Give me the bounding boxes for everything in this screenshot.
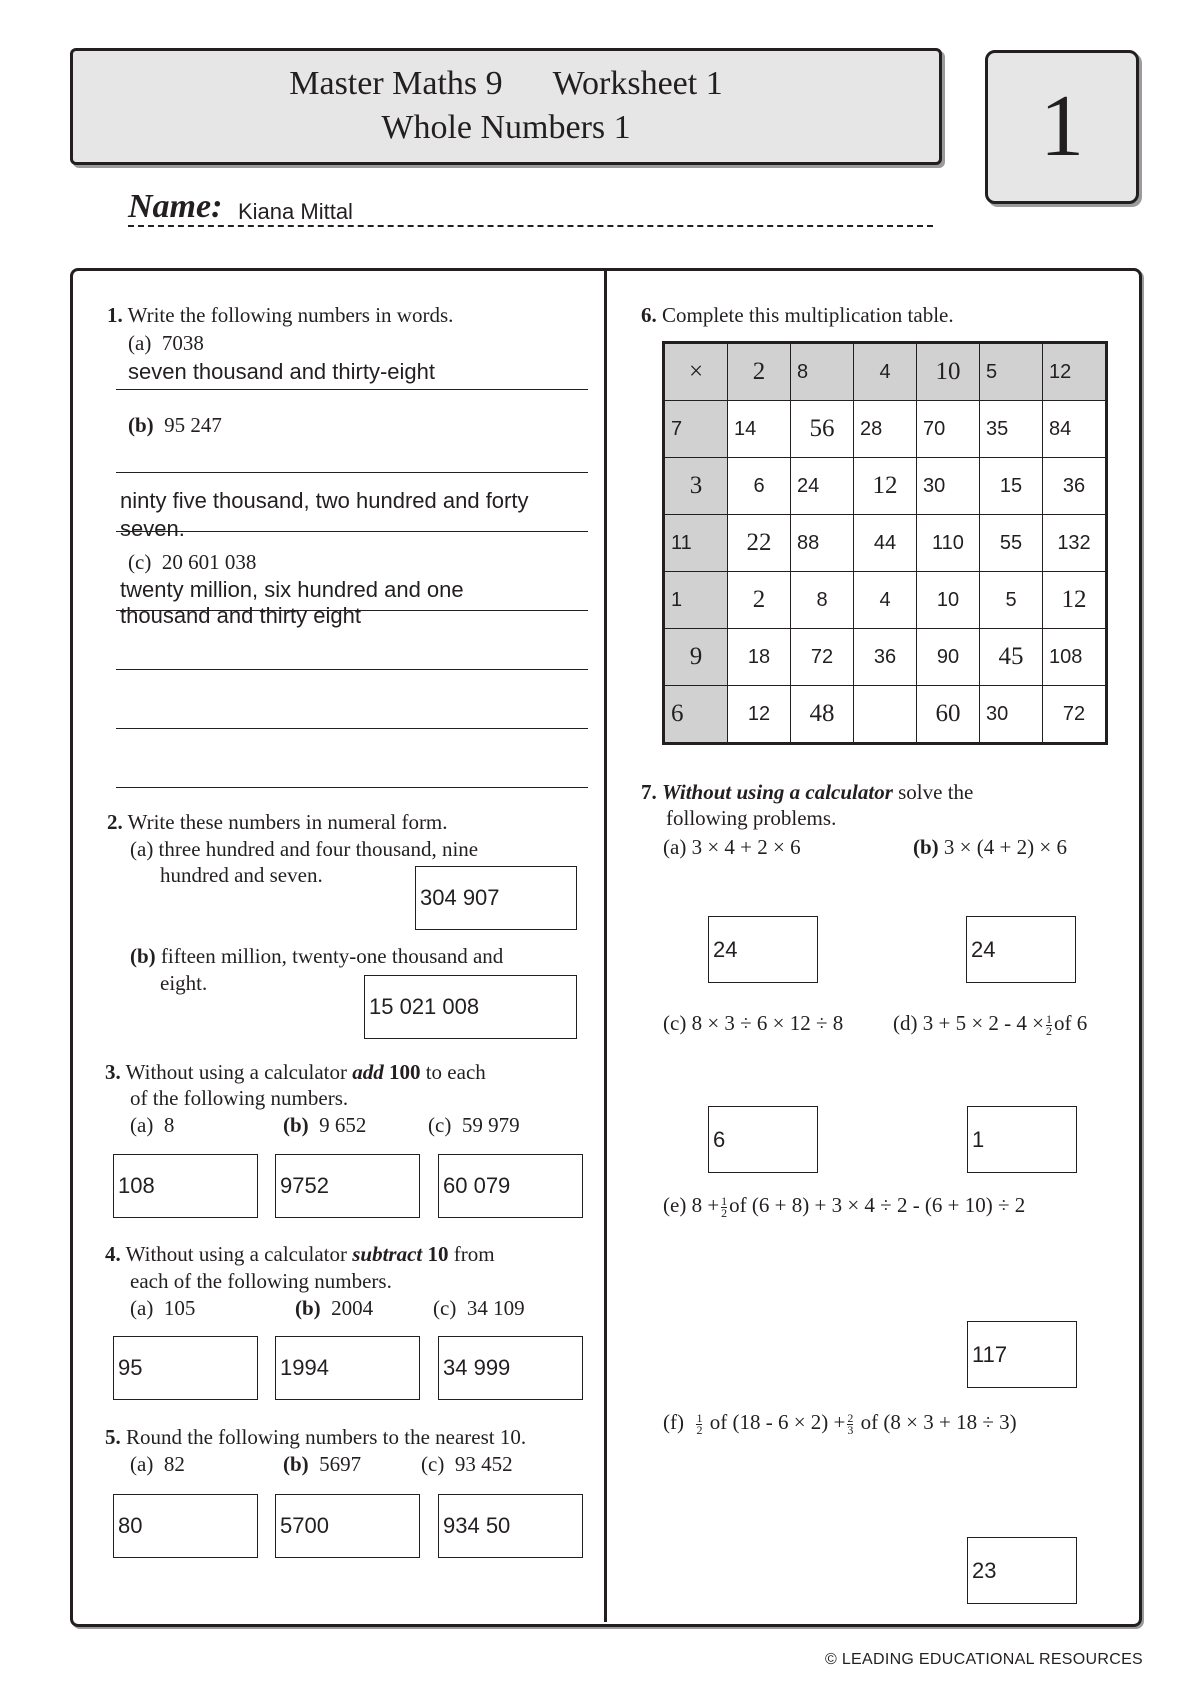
q3c-question [428, 1112, 520, 1138]
q6-prompt-text: Complete this multiplication table. [662, 303, 954, 327]
table-header-cell: 12 [1043, 343, 1107, 401]
table-cell[interactable]: 10 [917, 572, 980, 629]
q7e-fraction-numerator: 1 [721, 1193, 728, 1208]
q1b-question [128, 412, 222, 438]
table-row-header: 3 [664, 458, 728, 515]
q4-prompt-post: from [448, 1242, 495, 1266]
q5a-answer-box[interactable] [113, 1494, 258, 1558]
table-cell[interactable]: 30 [980, 686, 1043, 744]
q7f-expression-post: of (8 × 3 + 18 ÷ 3) [860, 1410, 1017, 1434]
q7b-expression: 3 × (4 + 2) × 6 [943, 835, 1067, 859]
q3-prompt-pre: Without using a calculator [125, 1060, 353, 1084]
q7b-question [913, 834, 1067, 860]
q3a-value: 8 [163, 1113, 175, 1137]
q2b-text-1 [130, 943, 503, 969]
table-cell[interactable]: 30 [917, 458, 980, 515]
multiplication-table [662, 341, 1108, 745]
q7f-fraction-1-numerator: 1 [696, 1410, 703, 1425]
q5a-label: (a) [130, 1452, 154, 1476]
q6-number: 6. [641, 303, 657, 327]
table-cell[interactable]: 12 [1043, 572, 1107, 629]
q7-prompt-em: Without using a calculator [662, 780, 893, 804]
q4c-answer-box[interactable] [438, 1336, 583, 1400]
q3-prompt-post: to each [420, 1060, 486, 1084]
q7f-fraction-2 [847, 1410, 854, 1437]
table-row-header: 6 [664, 686, 728, 744]
q7f-label: (f) [663, 1410, 684, 1434]
q2b-text-2: eight. [160, 971, 208, 995]
q1b-number: 95 247 [164, 413, 222, 437]
q5c-answer: 934 50 [443, 1513, 511, 1538]
q7f-answer-box[interactable] [967, 1537, 1077, 1604]
table-header-cell: 2 [728, 343, 791, 401]
q5-prompt [105, 1424, 526, 1450]
q7d-question [893, 1010, 1087, 1037]
q1c-label: (c) [128, 550, 152, 574]
q3a-answer-box[interactable] [113, 1154, 258, 1218]
q1b-answer-line-1 [116, 472, 588, 473]
q7d-answer-box[interactable] [967, 1106, 1077, 1173]
table-cell[interactable]: 60 [917, 686, 980, 744]
table-header-cell: 10 [917, 343, 980, 401]
q1-prompt [107, 302, 453, 328]
q7c-answer-box[interactable] [708, 1106, 818, 1173]
q5b-label: (b) [283, 1452, 309, 1476]
table-row [664, 629, 1107, 686]
table-cell[interactable]: 18 [728, 629, 791, 686]
table-cell[interactable]: 36 [1043, 458, 1107, 515]
q3-prompt-bold: 100 [383, 1060, 421, 1084]
q7-prompt [641, 779, 973, 805]
q1a-label: (a) [128, 331, 152, 355]
table-cell[interactable]: 44 [854, 515, 917, 572]
q1a-answer-line [116, 389, 588, 390]
table-row-header: 11 [664, 515, 728, 572]
q7-prompt-post: solve the [892, 780, 974, 804]
q4-prompt-line-2: each of the following numbers. [130, 1269, 392, 1293]
q7b-answer: 24 [971, 936, 996, 962]
table-cell[interactable]: 84 [1043, 401, 1107, 458]
q7-prompt-line-2: following problems. [666, 806, 837, 830]
q1c-answer-text-2[interactable]: thousand and thirty eight [120, 603, 361, 628]
q7b-answer-box[interactable] [966, 916, 1076, 983]
q3b-answer-box[interactable] [275, 1154, 420, 1218]
q4-prompt-bold: 10 [422, 1242, 449, 1266]
table-cell[interactable]: 72 [791, 629, 854, 686]
table-cell[interactable]: 108 [1043, 629, 1107, 686]
table-cell[interactable]: 8 [791, 572, 854, 629]
q1a-answer[interactable]: seven thousand and thirty-eight [128, 359, 435, 384]
table-cell[interactable]: 72 [1043, 686, 1107, 744]
q4c-value: 34 109 [466, 1296, 525, 1320]
q7e-fraction [721, 1193, 728, 1220]
table-row-header: 7 [664, 401, 728, 458]
topic-title: Whole Numbers 1 [381, 109, 631, 146]
q7f-question [663, 1409, 1017, 1436]
q1b-answer-line-text-2[interactable]: seven. [120, 516, 185, 541]
q7e-expression-pre: 8 + [691, 1193, 720, 1217]
name-label: Name: [128, 188, 223, 225]
q3-prompt-em: add [352, 1060, 384, 1084]
table-cell[interactable]: 14 [728, 401, 791, 458]
table-header-cell: 5 [980, 343, 1043, 401]
worksheet-title-box [70, 48, 942, 165]
table-cell[interactable]: 15 [980, 458, 1043, 515]
q1c-question [128, 549, 256, 575]
table-corner-times: × [664, 343, 728, 401]
q7e-answer-box[interactable] [967, 1321, 1077, 1388]
q5b-value: 5697 [319, 1452, 362, 1476]
q2b-answer-box[interactable] [364, 975, 577, 1039]
q7d-answer: 1 [972, 1126, 985, 1152]
table-row-header: 9 [664, 629, 728, 686]
column-divider [604, 270, 607, 1622]
q4a-question [130, 1295, 195, 1321]
q3b-label: (b) [283, 1113, 309, 1137]
q3c-answer: 60 079 [443, 1173, 511, 1198]
table-cell[interactable]: 22 [728, 515, 791, 572]
series-title: Master Maths 9 [289, 65, 503, 102]
q5-prompt-text: Round the following numbers to the nearest 10. [126, 1425, 527, 1449]
q4c-question [433, 1295, 525, 1321]
q4a-answer: 95 [118, 1355, 143, 1380]
q7f-fraction-1 [696, 1410, 703, 1437]
q7e-expression-post: of (6 + 8) + 3 × 4 ÷ 2 - (6 + 10) ÷ 2 [729, 1193, 1026, 1217]
q1b-answer-line-2 [116, 531, 588, 532]
q2b-label: (b) [130, 944, 156, 968]
q5c-question [421, 1451, 513, 1477]
q3c-label: (c) [428, 1113, 452, 1137]
q7f-expression-mid: of (18 - 6 × 2) + [709, 1410, 846, 1434]
q4b-answer-box[interactable] [275, 1336, 420, 1400]
q4a-value: 105 [163, 1296, 196, 1320]
q1c-answer-line-4 [116, 787, 588, 788]
q3-number: 3. [105, 1060, 121, 1084]
q5a-question [130, 1451, 185, 1477]
table-header-cell: 8 [791, 343, 854, 401]
q4b-question [295, 1295, 373, 1321]
table-cell[interactable]: 90 [917, 629, 980, 686]
q4c-answer: 34 999 [443, 1355, 511, 1380]
q7e-answer: 117 [972, 1341, 1008, 1367]
q4-prompt-pre: Without using a calculator [125, 1242, 353, 1266]
q5c-answer-box[interactable] [438, 1494, 583, 1558]
table-cell[interactable]: 88 [791, 515, 854, 572]
q2-number: 2. [107, 810, 123, 834]
q1a-number: 7038 [161, 331, 204, 355]
q7d-expression-pre: 3 + 5 × 2 - 4 × [922, 1011, 1045, 1035]
q3a-answer: 108 [118, 1173, 155, 1198]
q1b-label: (b) [128, 413, 154, 437]
q7-number: 7. [641, 780, 657, 804]
worksheet-number-badge: 1 [985, 50, 1139, 204]
table-cell[interactable]: 5 [980, 572, 1043, 629]
q2b-text: fifteen million, twenty-one thousand and [160, 944, 504, 968]
q7a-expression: 3 × 4 + 2 × 6 [691, 835, 801, 859]
table-cell[interactable]: 12 [854, 458, 917, 515]
q7f-answer: 23 [972, 1557, 997, 1583]
table-cell[interactable]: 56 [791, 401, 854, 458]
table-cell[interactable]: 55 [980, 515, 1043, 572]
q7e-question [663, 1192, 1025, 1219]
table-cell[interactable]: 6 [728, 458, 791, 515]
q1-prompt-text: Write the following numbers in words. [127, 303, 454, 327]
q1c-number: 20 601 038 [161, 550, 257, 574]
table-row [664, 458, 1107, 515]
q4b-value: 2004 [331, 1296, 374, 1320]
table-cell[interactable]: 28 [854, 401, 917, 458]
q1b-answer-line-text-1[interactable]: ninty five thousand, two hundred and forty [120, 488, 529, 513]
q3-prompt [105, 1059, 486, 1085]
q4-prompt-em: subtract [352, 1242, 423, 1266]
q5c-label: (c) [421, 1452, 445, 1476]
q1c-answer-line-3 [116, 728, 588, 729]
q5b-question [283, 1451, 361, 1477]
name-dashed-line [128, 225, 933, 227]
q5b-answer-box[interactable] [275, 1494, 420, 1558]
q7c-expression: 8 × 3 ÷ 6 × 12 ÷ 8 [691, 1011, 844, 1035]
q2-prompt-text: Write these numbers in numeral form. [127, 810, 448, 834]
q7b-label: (b) [913, 835, 939, 859]
table-cell[interactable]: 132 [1043, 515, 1107, 572]
q2a-text-1: (a) three hundred and four thousand, nine [130, 837, 479, 861]
q3b-question [283, 1112, 366, 1138]
q7a-answer: 24 [713, 936, 738, 962]
q1c-answer-text-1[interactable]: twenty million, six hundred and one [120, 577, 464, 602]
table-cell[interactable]: 110 [917, 515, 980, 572]
q7f-fraction-2-numerator: 2 [847, 1410, 854, 1425]
q3b-value: 9 652 [319, 1113, 367, 1137]
worksheet-title: Worksheet 1 [552, 65, 723, 102]
title-line-1 [73, 65, 939, 103]
q4c-label: (c) [433, 1296, 457, 1320]
q4-prompt [105, 1241, 495, 1267]
table-row [664, 401, 1107, 458]
q4-number: 4. [105, 1242, 121, 1266]
table-header-cell: 4 [854, 343, 917, 401]
q4b-answer: 1994 [280, 1355, 329, 1380]
q3b-answer: 9752 [280, 1173, 329, 1198]
q7a-answer-box[interactable] [708, 916, 818, 983]
q5b-answer: 5700 [280, 1513, 329, 1538]
table-cell[interactable]: 12 [728, 686, 791, 744]
q3a-question [130, 1112, 174, 1138]
q4b-label: (b) [295, 1296, 321, 1320]
q2-prompt [107, 809, 448, 835]
copyright-footer: © LEADING EDUCATIONAL RESOURCES [825, 1651, 1144, 1668]
table-row-header: 1 [664, 572, 728, 629]
table-cell[interactable]: 45 [980, 629, 1043, 686]
q2a-answer-box[interactable] [415, 866, 577, 930]
table-row [664, 343, 1107, 401]
q1c-answer-line-2 [116, 669, 588, 670]
q1a-question [128, 330, 204, 356]
q7e-label: (e) [663, 1193, 687, 1217]
table-row [664, 515, 1107, 572]
q5c-value: 93 452 [454, 1452, 513, 1476]
q2a-answer: 304 907 [420, 885, 500, 910]
q7d-fraction-numerator: 1 [1046, 1011, 1053, 1026]
q1-number: 1. [107, 303, 123, 327]
student-name-field[interactable]: Kiana Mittal [238, 199, 353, 224]
table-cell[interactable]: 36 [854, 629, 917, 686]
q3-prompt-line-2: of the following numbers. [130, 1086, 349, 1110]
table-row [664, 686, 1107, 744]
table-cell[interactable]: 48 [791, 686, 854, 744]
table-row [664, 572, 1107, 629]
q6-prompt [641, 302, 954, 328]
table-cell[interactable] [854, 686, 917, 744]
table-cell[interactable]: 2 [728, 572, 791, 629]
q7d-fraction [1046, 1011, 1053, 1038]
q2b-answer: 15 021 008 [369, 994, 480, 1019]
q4a-answer-box[interactable] [113, 1336, 258, 1400]
table-cell[interactable]: 35 [980, 401, 1043, 458]
q7c-answer: 6 [713, 1126, 726, 1152]
q4a-label: (a) [130, 1296, 154, 1320]
q7e-fraction-denominator: 2 [721, 1205, 728, 1220]
q3c-value: 59 979 [461, 1113, 520, 1137]
q7a-label: (a) [663, 835, 687, 859]
q7f-fraction-2-denominator: 3 [847, 1422, 854, 1437]
q3a-label: (a) [130, 1113, 154, 1137]
table-cell[interactable]: 4 [854, 572, 917, 629]
q5a-answer: 80 [118, 1513, 143, 1538]
q7d-fraction-denominator: 2 [1046, 1023, 1053, 1038]
table-cell[interactable]: 70 [917, 401, 980, 458]
q7c-label: (c) [663, 1011, 687, 1035]
q2a-text-2: hundred and seven. [160, 863, 323, 887]
table-cell[interactable]: 24 [791, 458, 854, 515]
q7a-question [663, 834, 801, 860]
q7d-label: (d) [893, 1011, 918, 1035]
q5-number: 5. [105, 1425, 121, 1449]
q7f-fraction-1-denominator: 2 [696, 1422, 703, 1437]
q7c-question [663, 1010, 843, 1036]
q3c-answer-box[interactable] [438, 1154, 583, 1218]
q7d-expression-post: of 6 [1054, 1011, 1088, 1035]
q5a-value: 82 [163, 1452, 185, 1476]
